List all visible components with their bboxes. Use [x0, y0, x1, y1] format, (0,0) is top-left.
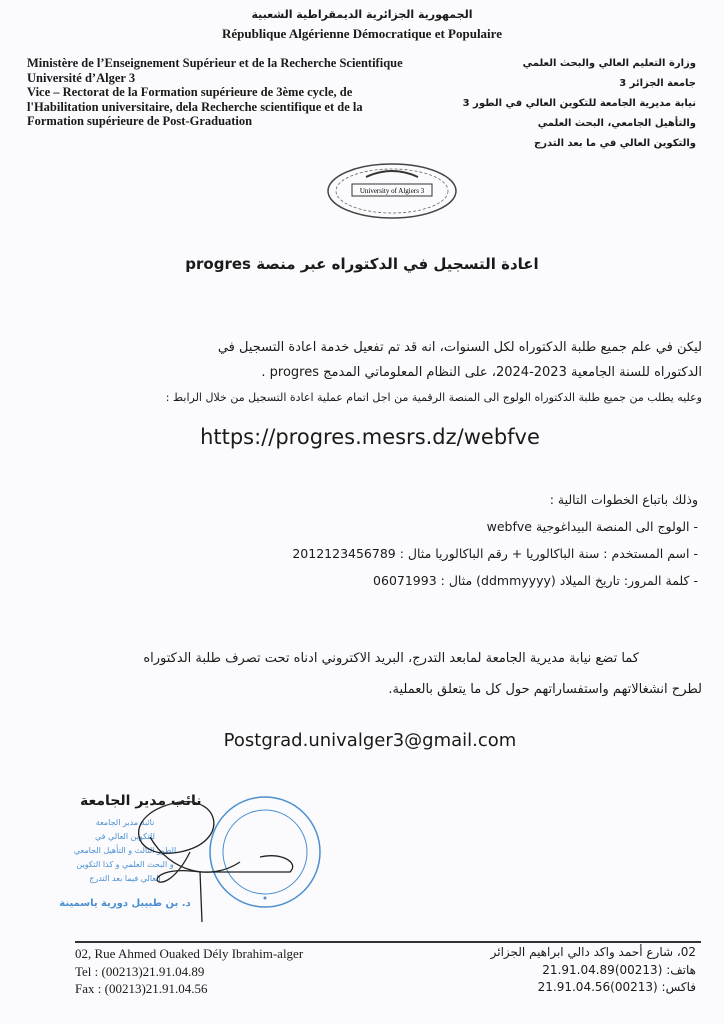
footer-divider: [75, 941, 701, 943]
footer-contact-french: [75, 945, 303, 998]
institution-french: [27, 56, 412, 129]
document-title: اعادة التسجيل في الدكتوراه عبر منصة progres: [185, 255, 539, 273]
vice-rectorat-line: Vice – Rectorat de la Formation supérieure de 3ème cycle, de l'Habilitation universitaire, dela Recherche scientifique et de la Formation supérieure de Post-Graduation: [27, 85, 363, 128]
header-arabic: الجمهورية الجزائرية الديمقراطية الشعبية: [251, 8, 473, 21]
stamp-line: العالي فيما بعد التدرج: [89, 874, 161, 883]
step-3: - كلمة المرور: تاريخ الميلاد (ddmmyyyy) مثال : 06071993: [373, 573, 698, 588]
contact-email[interactable]: Postgrad.univalger3@gmail.com: [223, 730, 517, 751]
university-ar: جامعة الجزائر 3: [619, 78, 696, 89]
stamp-line: للتكوين العالي في: [94, 832, 155, 841]
intro-line-2: الدكتوراه للسنة الجامعية 2023-2024، على النظام المعلوماتي المدمج progres .: [261, 365, 702, 380]
steps-intro: وذلك باتباع الخطوات التالية :: [549, 492, 698, 507]
ministry-ar: وزارة التعليم العالي والبحث العلمي: [522, 58, 696, 69]
closing-line-2: لطرح انشغالاتهم واستفساراتهم حول كل ما يتعلق بالعملية.: [388, 682, 702, 697]
stamp-line: الطور الثالث و التأهيل الجامعي: [73, 846, 177, 855]
vice-rectorat-ar-2: والتأهيل الجامعي، البحث العلمي: [537, 118, 696, 129]
document-body: [0, 254, 724, 922]
signatory-name: د. بن طبيبل دورية ياسمينة: [59, 898, 191, 909]
stamp-line: نائبة مدير الجامعة: [95, 818, 155, 827]
stamp-line: و البحث العلمي و كذا التكوين: [76, 860, 174, 869]
vice-rectorat-ar-3: والتكوين العالي في ما بعد التدرج: [534, 138, 696, 149]
institution-arabic: [436, 54, 696, 154]
address-fr: 02, Rue Ahmed Ouaked Dély Ibrahim-alger: [75, 946, 304, 961]
logo-caption: University of Algiers 3: [359, 187, 425, 195]
fax-ar: فاكس: (00213)21.91.04.56: [537, 980, 696, 994]
header-french: République Algérienne Démocratique et Populaire: [222, 26, 502, 41]
tel-ar: هاتف: (00213)21.91.04.89: [542, 962, 696, 977]
ministry-line: Ministère de l’Enseignement Supérieur et de la Recherche Scientifique: [27, 56, 403, 70]
step-1: - الولوج الى المنصة البيداغوجية webfve: [486, 519, 698, 534]
fax-fr: Fax : (00213)21.91.04.56: [75, 981, 208, 996]
step-2: - اسم المستخدم : سنة الباكالوريا + رقم الباكالوريا مثال : 2012123456789: [292, 546, 698, 561]
footer-contact-arabic: [491, 944, 696, 997]
signatory-title: نائب مدير الجامعة: [80, 793, 202, 809]
handwritten-signature-icon: [90, 792, 320, 922]
closing-line-1: كما تضع نيابة مديرية الجامعة لمابعد التدرج، البريد الاكتروني ادناه تحت تصرف طلبة الدكتوراه: [143, 651, 639, 666]
registration-link[interactable]: https://progres.mesrs.dz/webfve: [200, 425, 540, 449]
university-logo: [326, 162, 458, 220]
intro-line-3: وعليه يطلب من جميع طلبة الدكتوراه الولوج الى المنصة الرقمية من اجل اتمام عملية اعادة التسجيل من خلال الرابط :: [165, 391, 702, 404]
address-ar: 02، شارع أحمد واكد دالي ابراهيم الجزائر: [490, 945, 696, 959]
vice-rectorat-ar-1: نيابة مديرية الجامعة للتكوين العالي في الطور 3: [462, 98, 696, 109]
intro-line-1: ليكن في علم جميع طلبة الدكتوراه لكل السنوات، انه قد تم تفعيل خدمة اعادة التسجيل في: [217, 340, 702, 355]
signature-block: [40, 792, 320, 922]
university-line: Université d’Alger 3: [27, 70, 136, 85]
tel-fr: Tel : (00213)21.91.04.89: [75, 963, 205, 979]
